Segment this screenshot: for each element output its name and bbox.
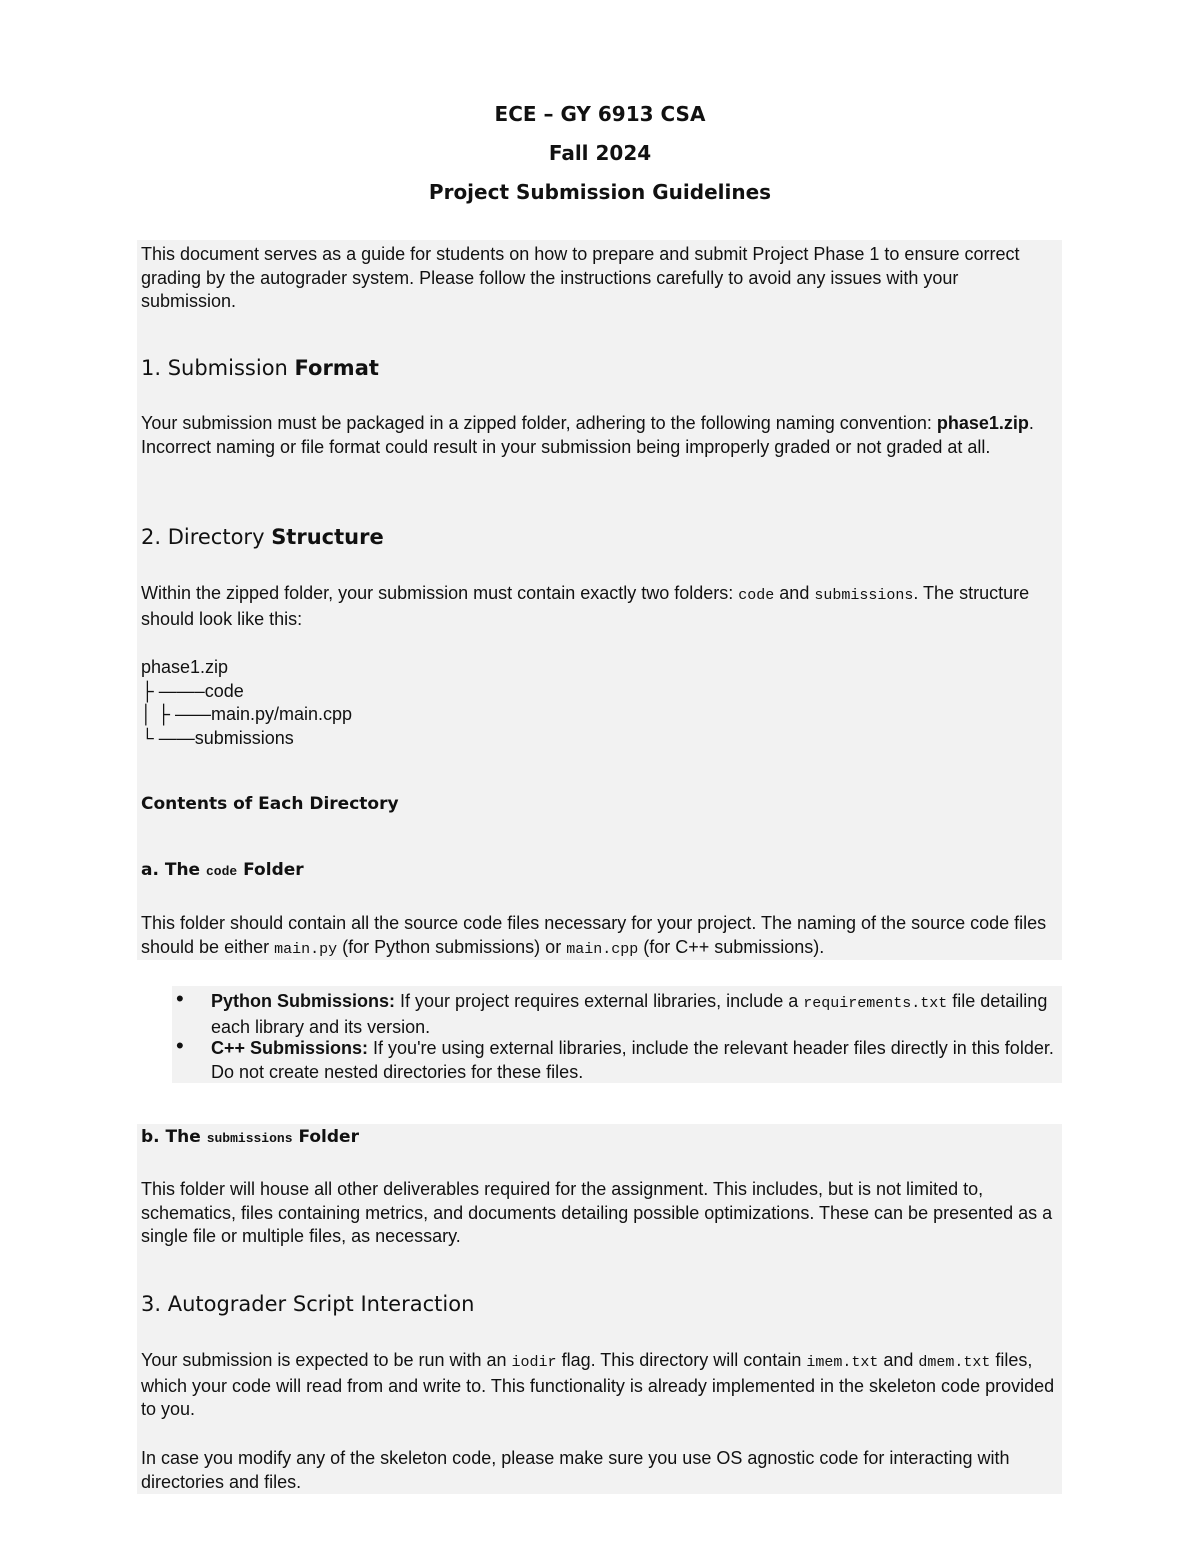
intro-paragraph: This document serves as a guide for students on how to prepare and submit Project Phase 1 to ensure correct grading by the autograder system. Please follow the instructions carefully to avoid any issues with your submission. [141,244,1020,311]
b-post: Folder [292,1127,359,1147]
section1-heading-bold: Format [294,356,379,380]
s2-p-post: . The structure should look like this: [141,583,1030,629]
tree-line-0: phase1.zip [141,657,229,677]
bullet-icon: • [176,1033,184,1058]
a-p-pre: This folder should contain all the source code files necessary for your project. The naming of the source code files should be either [141,913,1047,957]
a-p-code2: main.cpp [566,940,639,958]
list-item [211,990,1056,1039]
s3-p1-mid1: flag. This directory will contain [556,1350,807,1370]
s2-p-pre: Within the zipped folder, your submission must contain exactly two folders: [141,583,739,603]
s1-p-pre: Your submission must be packaged in a zipped folder, adhering to the following naming convention: [141,413,937,433]
s2-code2: submissions [814,587,914,604]
bullet2-bold: C++ Submissions: [211,1038,369,1058]
s3-p1-pre: Your submission is expected to be run with an [141,1350,512,1370]
bullet1-post: file detailing each library and its version. [211,991,1048,1037]
document-title: Project Submission Guidelines [428,180,772,204]
section2-heading-bold: Structure [271,525,384,549]
bullet2-pre: If you're using external libraries, include the relevant header files directly in this folder. Do not create nested directories for these files. [211,1038,1054,1082]
b-code: submissions [206,1131,293,1146]
tree-line-3: └ ——submissions [141,728,294,748]
section1-heading-num: 1. Submission [141,356,295,380]
course-title: ECE – GY 6913 CSA [494,102,706,126]
s2-code1: code [738,587,775,604]
a-code: code [206,864,238,879]
s3-code2: imem.txt [806,1354,879,1371]
section2-heading-num: 2. Directory [141,525,272,549]
term-title: Fall 2024 [548,141,652,165]
a-pre: a. The [141,860,206,880]
s3-p1-post: files, which your code will read from and write to. This functionality is already implemented in the skeleton code provided to you. [141,1350,1055,1419]
s3-code1: iodir [511,1354,557,1371]
section1-heading [141,356,379,380]
section1-paragraph [141,412,1056,459]
s3-p1-mid2: and [878,1350,919,1370]
s3-code3: dmem.txt [918,1354,991,1371]
s2-p-mid: and [774,583,815,603]
section2-heading [141,525,384,549]
b-pre: b. The [141,1127,207,1147]
tree-line-1: ├ ——–code [141,681,244,701]
subsection-b-heading [141,1127,359,1147]
section2-paragraph [141,582,1056,631]
bullet-icon: • [176,986,184,1011]
section3-paragraph2: In case you modify any of the skeleton code, please make sure you use OS agnostic code for interacting with directories and files. [141,1448,1010,1492]
subsection-b-paragraph: This folder will house all other deliverables required for the assignment. This includes, but is not limited to, schematics, files containing metrics, and documents detailing possible optimizations. These can be presented as a single file or multiple files, as necessary. [141,1179,1053,1246]
a-p-mid: (for Python submissions) or [337,936,567,957]
s1-p-bold: phase1.zip [936,413,1029,433]
bullet1-code: requirements.txt [803,995,948,1012]
a-p-code1: main.py [274,940,338,958]
a-p-post: (for C++ submissions). [638,936,825,957]
contents-heading: Contents of Each Directory [141,794,399,814]
s1-p-post: . Incorrect naming or file format could result in your submission being improperly graded or not graded at all. [141,413,1034,457]
a-post: Folder [237,860,304,880]
bullet1-bold: Python Submissions: [211,991,396,1011]
bullet1-pre: If your project requires external libraries, include a [395,991,804,1011]
section3-heading: 3. Autograder Script Interaction [141,1292,475,1316]
list-item [211,1037,1056,1084]
section3-paragraph1 [141,1349,1056,1422]
subsection-a-paragraph [141,912,1056,961]
subsection-a-heading [141,860,304,880]
tree-line-2: │ ├ ——main.py/main.cpp [141,704,353,724]
